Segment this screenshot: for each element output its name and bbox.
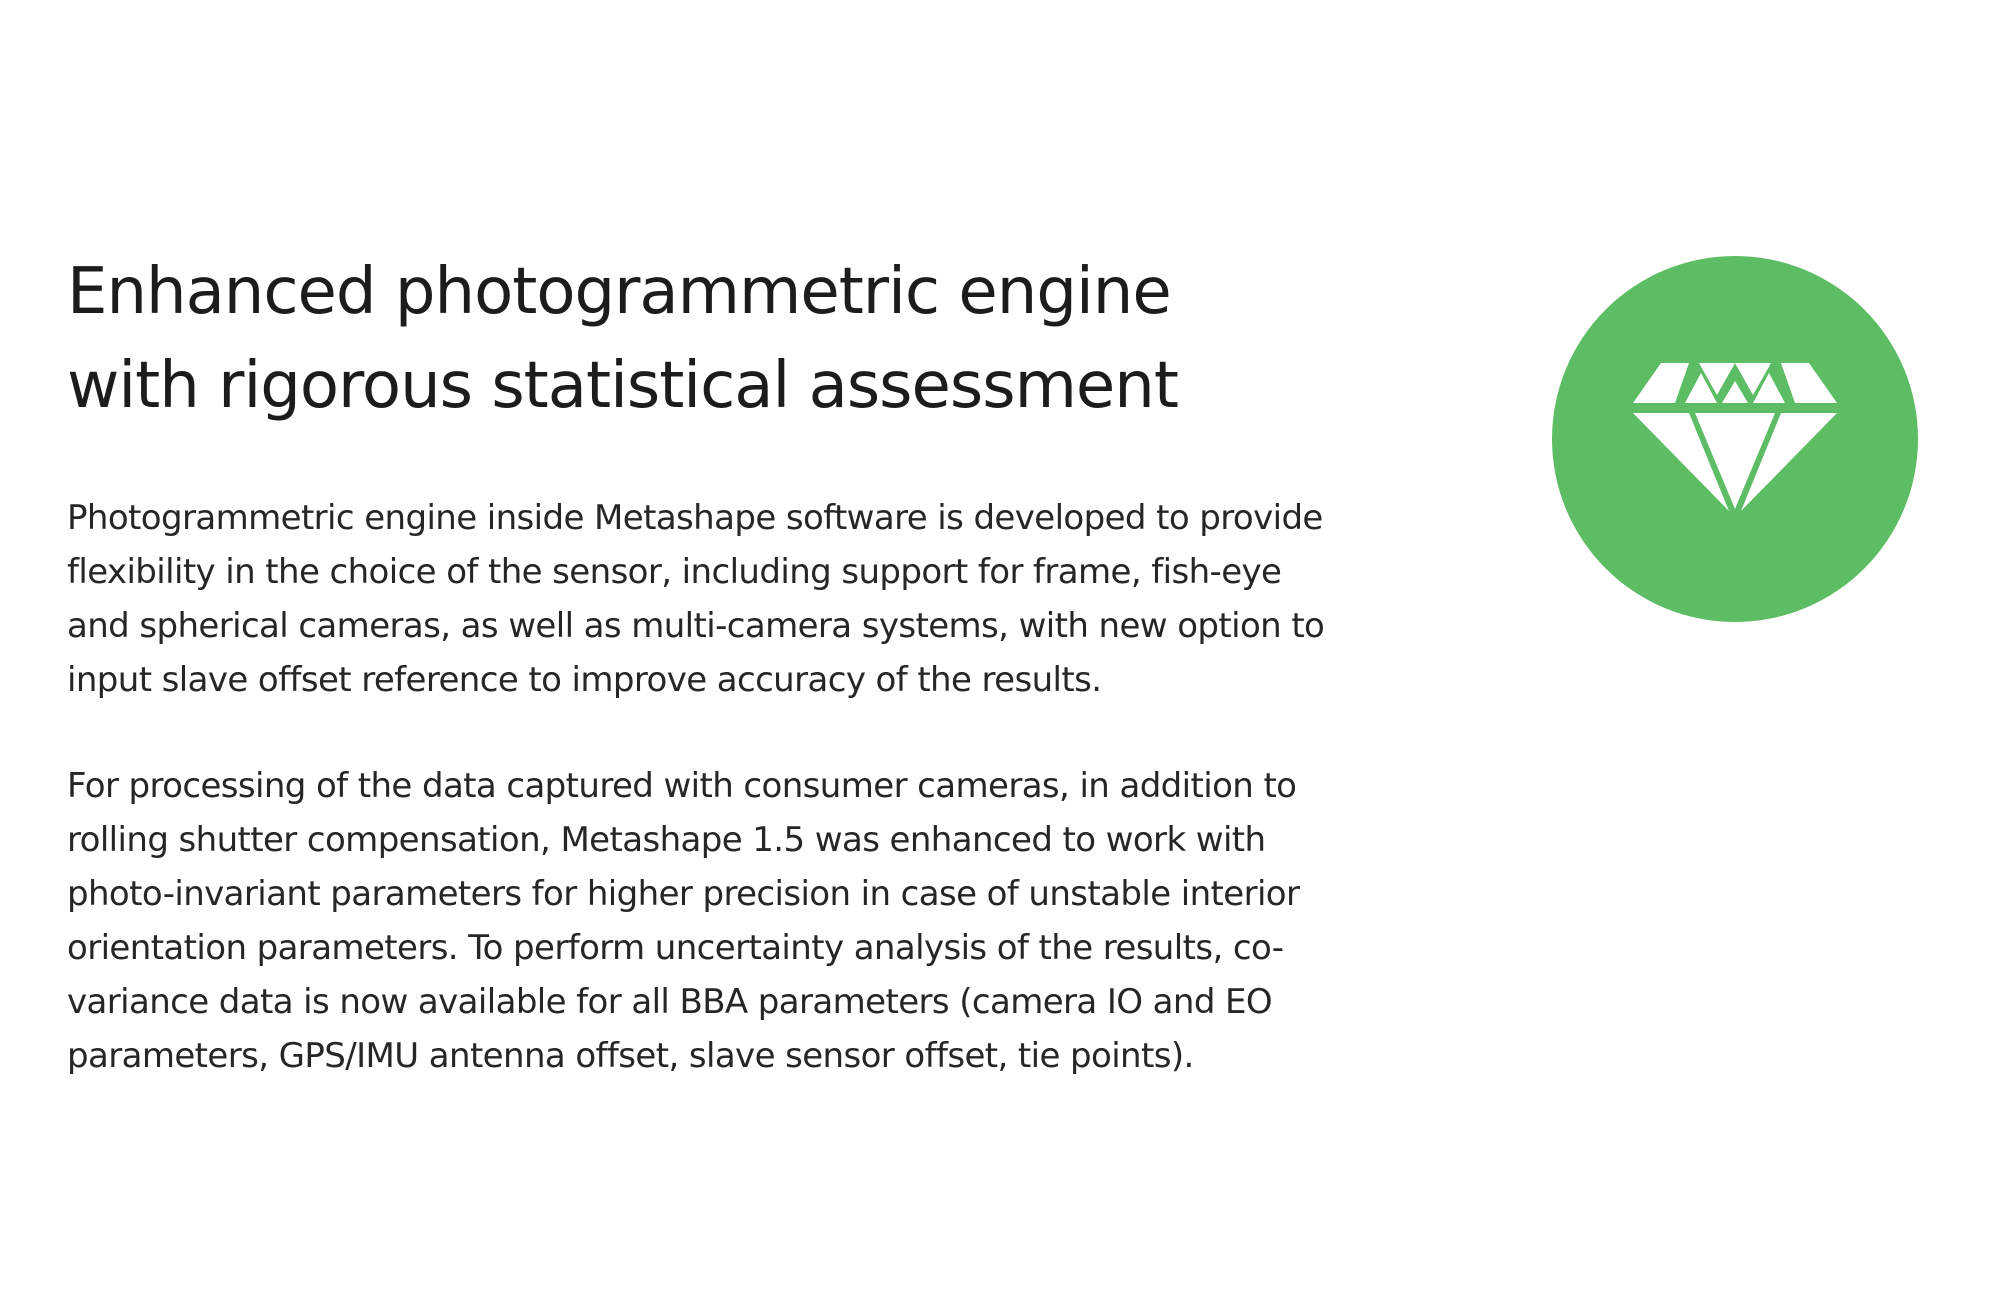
diamond-icon: [1633, 363, 1837, 513]
feature-title: [67, 245, 1367, 433]
paragraph-line: parameters, GPS/IMU antenna offset, slave sensor offset, tie points).: [67, 1036, 1194, 1076]
title-line: with rigorous statistical assessment: [67, 349, 1178, 423]
paragraph-line: orientation parameters. To perform uncertainty analysis of the results, co-: [67, 928, 1284, 968]
paragraph-line: For processing of the data captured with consumer cameras, in addition to: [67, 766, 1297, 806]
paragraph-line: flexibility in the choice of the sensor, including support for frame, fish-eye: [67, 552, 1282, 592]
feature-paragraph: [67, 759, 1367, 1083]
paragraph-line: and spherical cameras, as well as multi-camera systems, with new option to: [67, 606, 1325, 646]
paragraph-line: rolling shutter compensation, Metashape 1.5 was enhanced to work with: [67, 820, 1266, 860]
title-line: Enhanced photogrammetric engine: [67, 255, 1171, 329]
paragraph-line: Photogrammetric engine inside Metashape software is developed to provide: [67, 498, 1323, 538]
paragraph-line: photo-invariant parameters for higher precision in case of unstable interior: [67, 874, 1300, 914]
paragraph-line: variance data is now available for all BBA parameters (camera IO and EO: [67, 982, 1273, 1022]
paragraph-line: input slave offset reference to improve accuracy of the results.: [67, 660, 1102, 700]
feature-badge: [1552, 256, 1918, 622]
feature-text: [67, 245, 1367, 1083]
feature-paragraph: [67, 491, 1367, 707]
